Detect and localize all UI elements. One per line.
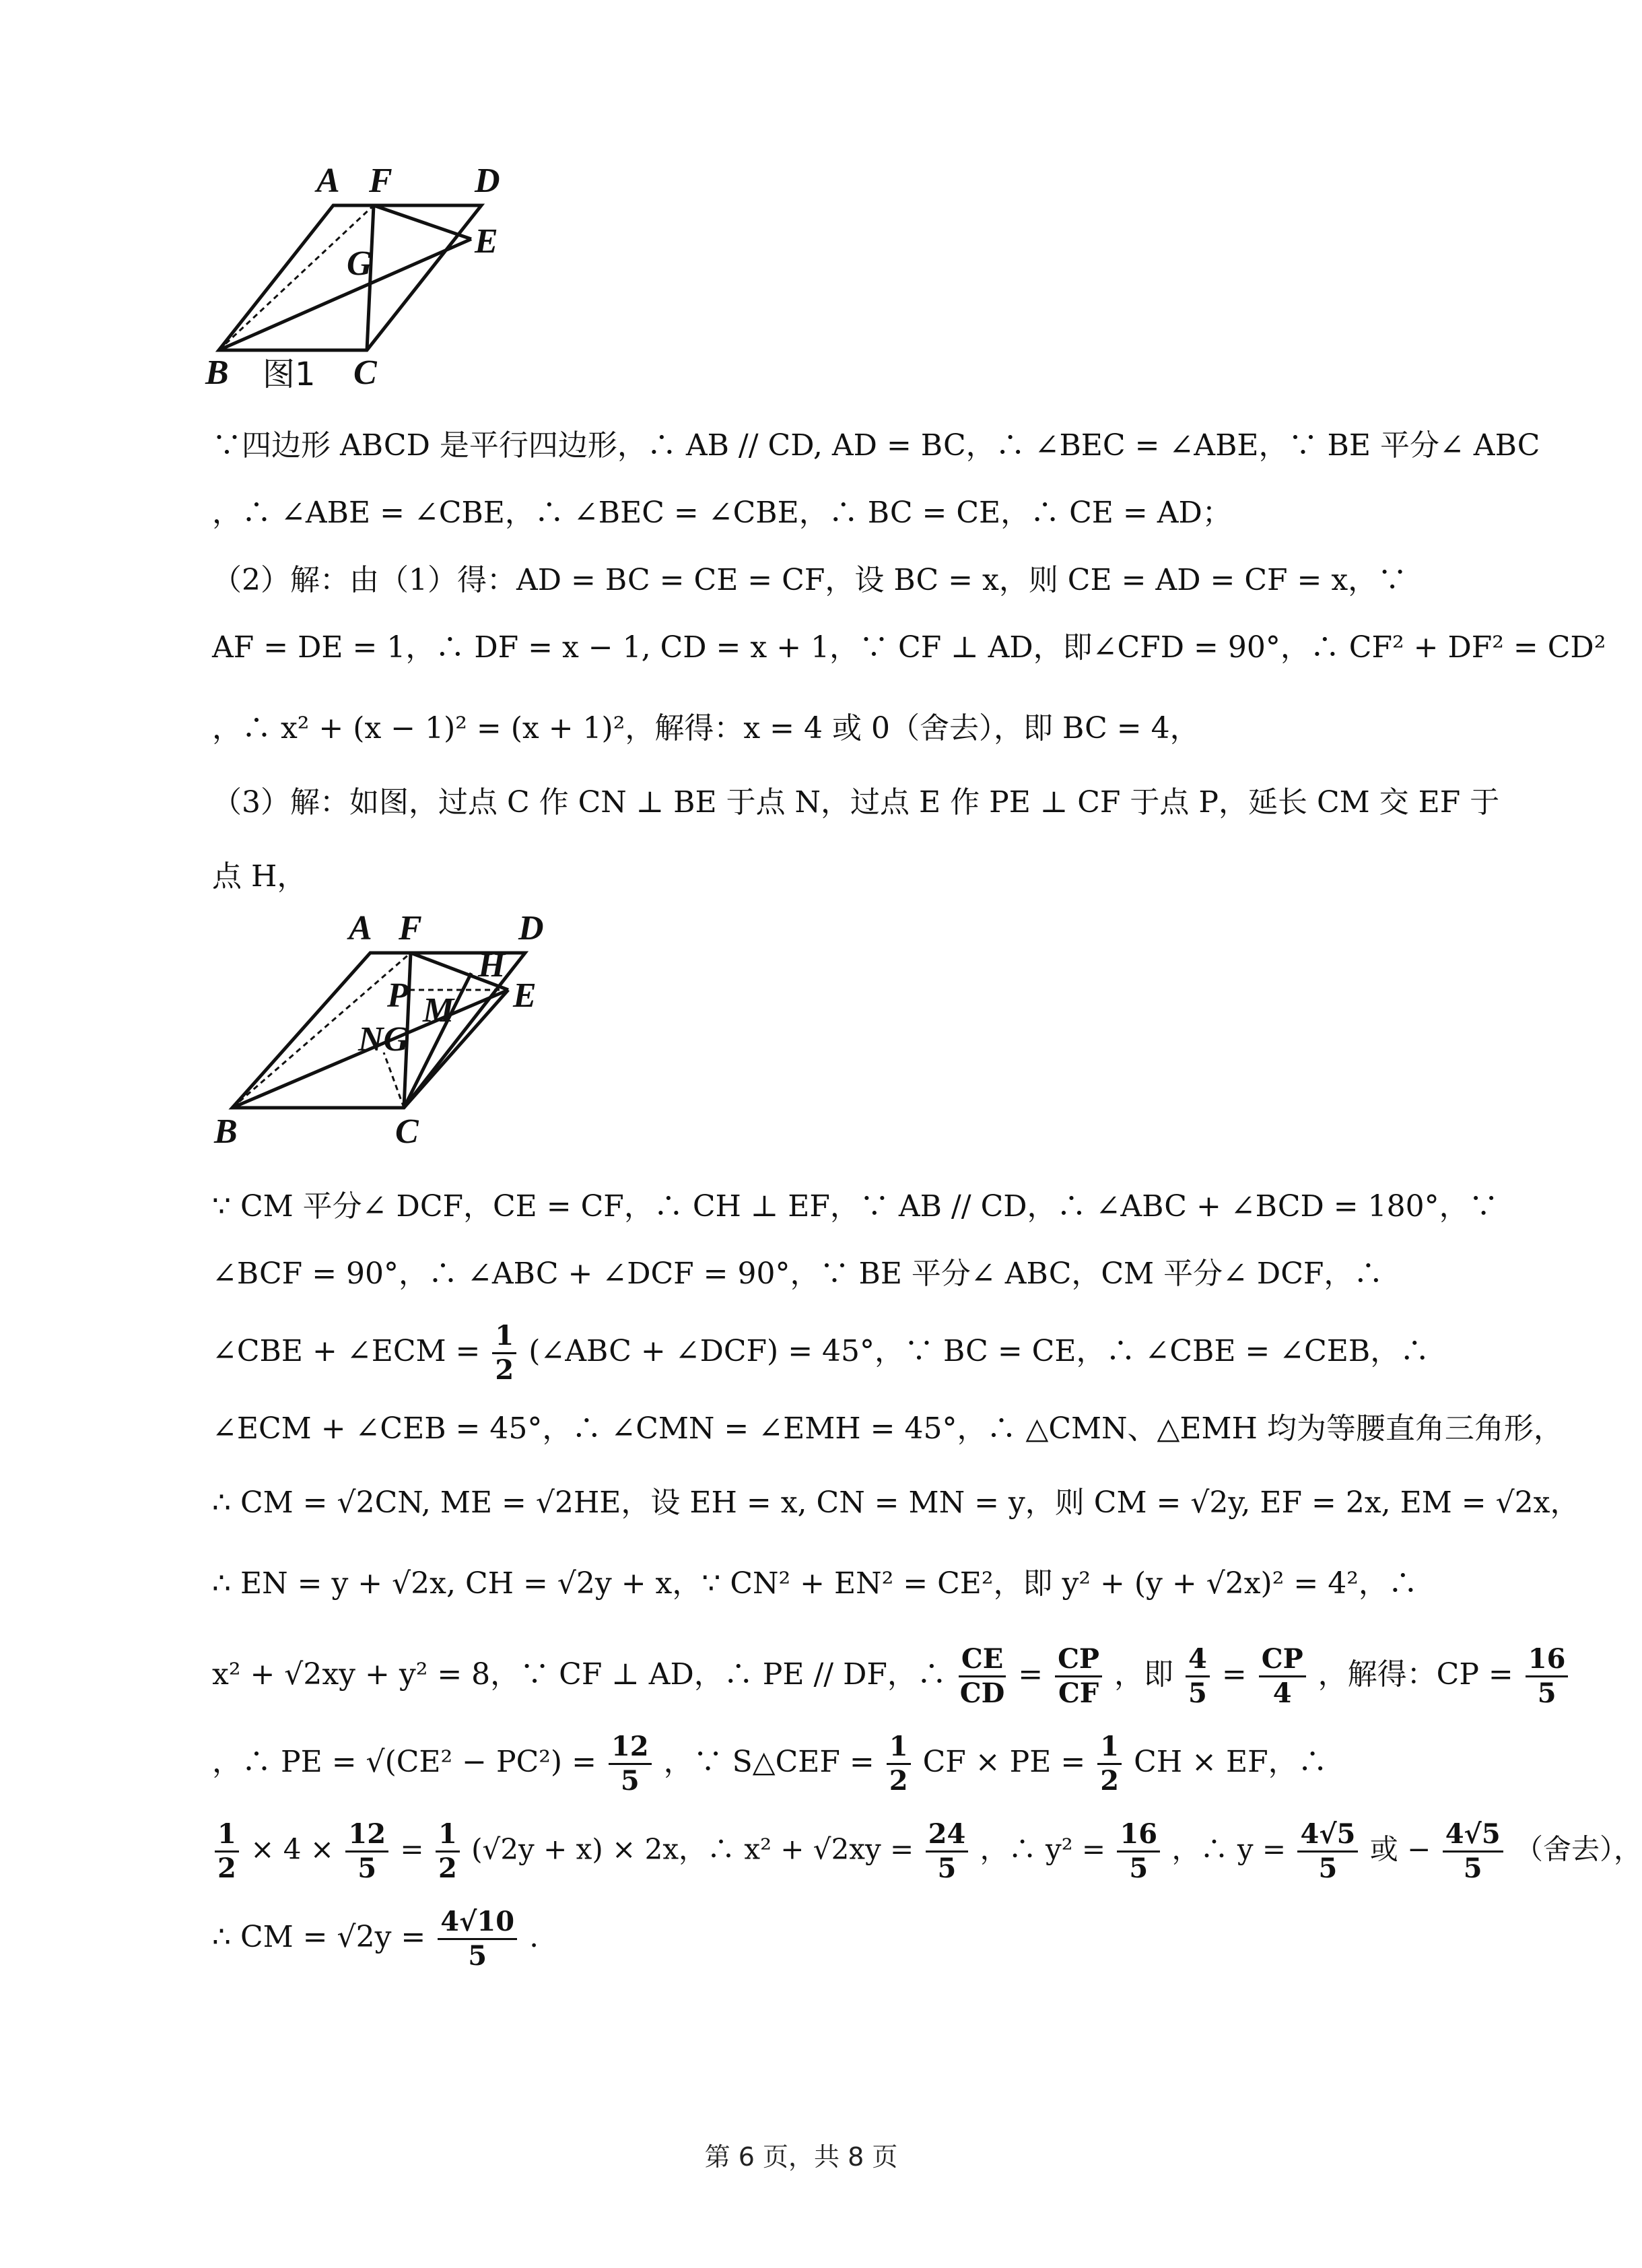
fraction: $\frac{1}{2}$	[1097, 1731, 1122, 1797]
fig2-label-h: H	[478, 946, 506, 985]
text-line-16-b: =	[400, 1832, 424, 1866]
text-line-10-b: (∠ABC + ∠DCF) = 45°，∵ BC = CE，∴ ∠CBE = ∠CEB，∴	[528, 1334, 1430, 1368]
fig1-label-c: C	[353, 354, 377, 392]
fraction: $\frac{CE}{CD}$	[959, 1643, 1005, 1709]
text-line-14-c: ，解得：CP =	[1318, 1657, 1513, 1692]
fig2-label-m: M	[423, 991, 454, 1030]
fraction: $\frac{16}{5}$	[1117, 1818, 1160, 1885]
fig1-label-a: A	[316, 162, 340, 200]
figure-2	[202, 906, 579, 1155]
text-line-3: （2）解：由（1）得：AD = BC = CE = CF，设 BC = x，则 CE = AD = CF = x，∵	[212, 563, 1408, 597]
text-line-17	[212, 1906, 1410, 1972]
text-line-17-b: .	[529, 1920, 539, 1954]
fig2-label-ng: NG	[358, 1020, 409, 1059]
fraction: $\frac{12}{5}$	[345, 1818, 388, 1885]
text-line-1: ∵四边形 ABCD 是平行四边形，∴ AB // CD, AD = BC，∴ ∠BEC = ∠ABE，∵ BE 平分∠ ABC	[212, 428, 1540, 463]
fraction: $\frac{4√10}{5}$	[438, 1906, 517, 1972]
fig2-label-e: E	[513, 976, 537, 1015]
text-line-11: ∠ECM + ∠CEB = 45°，∴ ∠CMN = ∠EMH = 45°，∴ △CMN、△EMH 均为等腰直角三角形，	[212, 1411, 1563, 1446]
text-line-10-a: ∠CBE + ∠ECM =	[212, 1334, 481, 1368]
fraction: $\frac{1}{2}$	[436, 1818, 460, 1885]
text-line-15	[212, 1731, 1410, 1797]
text-line-16-c: (√2y + x) × 2x，∴ x² + √2xy =	[471, 1832, 914, 1866]
fraction: $\frac{24}{5}$	[926, 1818, 969, 1885]
fig1-label-b: B	[205, 354, 229, 392]
text-line-14	[212, 1643, 1566, 1710]
text-line-14-b: ，即	[1114, 1657, 1174, 1692]
fig2-label-a: A	[349, 909, 372, 947]
text-line-15-c: CF × PE =	[922, 1745, 1086, 1779]
fraction: $\frac{12}{5}$	[609, 1731, 652, 1797]
fig2-label-f: F	[399, 909, 422, 947]
fig2-label-d: D	[518, 909, 544, 947]
equals-sign: =	[1018, 1657, 1044, 1692]
text-line-16-d: ，∴ y² =	[980, 1832, 1106, 1866]
text-line-14-a: x² + √2xy + y² = 8，∵ CF ⊥ AD，∴ PE // DF，∴	[212, 1657, 947, 1692]
text-line-10	[212, 1320, 1430, 1387]
fraction: $\frac{4√5}{5}$	[1297, 1818, 1358, 1885]
figure-1	[202, 155, 552, 397]
text-line-16-e: ，∴ y =	[1171, 1832, 1287, 1866]
text-line-15-d: CH × EF，∴	[1134, 1745, 1328, 1779]
fraction: $\frac{CP}{CF}$	[1055, 1643, 1102, 1710]
fraction: $\frac{1}{2}$	[887, 1731, 911, 1797]
text-line-16-g: 或 −	[1369, 1832, 1431, 1866]
fig2-label-c: C	[395, 1112, 419, 1151]
text-line-8: ∵ CM 平分∠ DCF，CE = CF，∴ CH ⊥ EF，∵ AB // CD，∴ ∠ABC + ∠BCD = 180°，∵	[212, 1189, 1499, 1224]
page-footer: 第 6 页，共 8 页	[704, 2142, 898, 2172]
fig2-label-p: P	[387, 976, 409, 1015]
fig1-label-f: F	[369, 162, 392, 200]
text-line-7: 点 H，	[212, 859, 307, 894]
fig1-caption: 图1	[263, 356, 316, 393]
text-line-16-h: （舍去），	[1515, 1832, 1642, 1866]
fraction: $\frac{1}{2}$	[215, 1818, 239, 1885]
fraction: $\frac{4}{5}$	[1186, 1643, 1210, 1710]
text-line-16-a: × 4 ×	[250, 1832, 335, 1866]
fraction: $\frac{4√5}{5}$	[1443, 1818, 1503, 1885]
fig1-label-d: D	[475, 162, 500, 200]
text-line-2: ，∴ ∠ABE = ∠CBE，∴ ∠BEC = ∠CBE，∴ BC = CE，∴ CE = AD；	[212, 496, 1232, 530]
text-line-6: （3）解：如图，过点 C 作 CN ⊥ BE 于点 N，过点 E 作 PE ⊥ CF 于点 P，延长 CM 交 EF 于	[212, 785, 1500, 820]
text-line-5: ，∴ x² + (x − 1)² = (x + 1)²，解得：x = 4 或 0（舍去），即 BC = 4，	[212, 711, 1200, 745]
fraction: $\frac{16}{5}$	[1526, 1643, 1569, 1710]
text-line-15-b: ，∵ S△CEF =	[663, 1745, 875, 1779]
equals-sign: =	[1221, 1657, 1247, 1692]
text-line-17-a: ∴ CM = √2y =	[212, 1920, 426, 1954]
text-line-9: ∠BCF = 90°，∴ ∠ABC + ∠DCF = 90°，∵ BE 平分∠ ABC，CM 平分∠ DCF，∴	[212, 1257, 1383, 1291]
fig1-label-g: G	[347, 244, 372, 283]
text-line-12: ∴ CM = √2CN, ME = √2HE，设 EH = x, CN = MN = y，则 CM = √2y, EF = 2x, EM = √2x，	[212, 1486, 1580, 1520]
text-line-4: AF = DE = 1，∴ DF = x − 1, CD = x + 1，∵ CF ⊥ AD，即∠CFD = 90°，∴ CF² + DF² = CD²	[212, 630, 1606, 665]
text-line-13: ∴ EN = y + √2x, CH = √2y + x，∵ CN² + EN² = CE²，即 y² + (y + √2x)² = 4²，∴	[212, 1566, 1418, 1601]
text-line-16	[212, 1818, 1642, 1885]
fraction: $\frac{1}{2}$	[492, 1320, 516, 1387]
fraction: $\frac{CP}{4}$	[1259, 1643, 1306, 1710]
fig1-label-e: E	[475, 222, 498, 261]
fig2-label-b: B	[214, 1112, 238, 1151]
text-line-15-a: ，∴ PE = √(CE² − PC²) =	[212, 1745, 596, 1779]
